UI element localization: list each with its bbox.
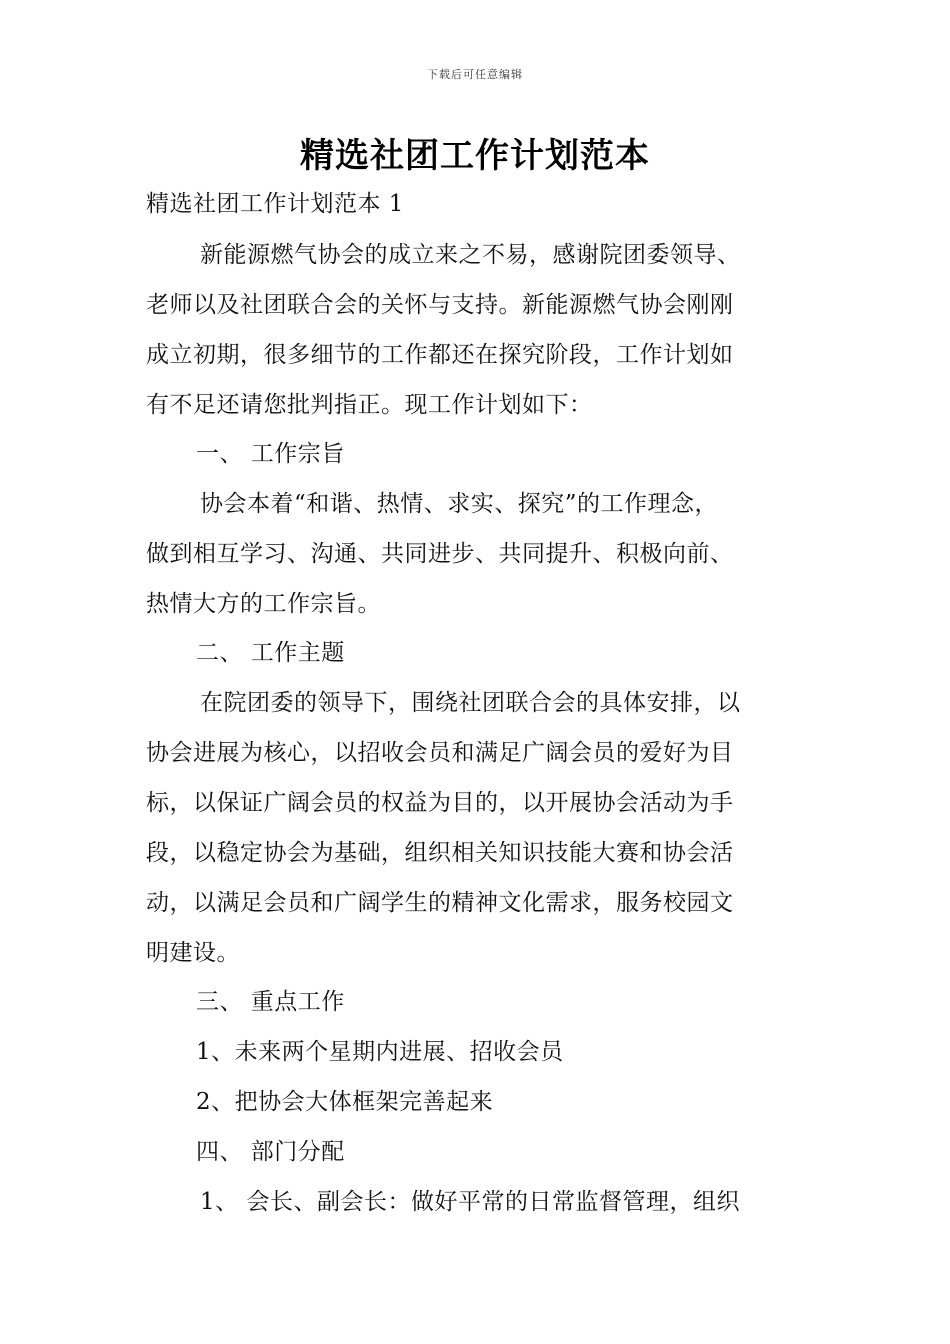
section-heading: 四、 部门分配 <box>196 1139 345 1165</box>
page-header-note: 下载后可任意编辑 <box>427 68 523 81</box>
list-item: 1、 会长、副会长：做好平常的日常监督管理，组织 <box>200 1189 740 1215</box>
subtitle-line: 精选社团工作计划范本 1 <box>146 191 404 217</box>
paragraph-line: 协会进展为核心，以招收会员和满足广阔会员的爱好为目 <box>146 740 734 766</box>
paragraph-line: 明建设。 <box>146 940 240 966</box>
section-heading: 三、 重点工作 <box>196 989 345 1015</box>
paragraph-line: 动，以满足会员和广阔学生的精神文化需求，服务校园文 <box>146 890 734 916</box>
section-heading: 一、 工作宗旨 <box>196 441 345 467</box>
list-item: 1、未来两个星期内进展、招收会员 <box>196 1039 564 1065</box>
paragraph-line: 在院团委的领导下，围绕社团联合会的具体安排，以 <box>200 690 741 716</box>
paragraph-line: 新能源燃气协会的成立来之不易，感谢院团委领导、 <box>200 242 741 268</box>
paragraph-line: 成立初期，很多细节的工作都还在探究阶段，工作计划如 <box>146 342 734 368</box>
paragraph-line: 标，以保证广阔会员的权益为目的，以开展协会活动为手 <box>146 790 734 816</box>
section-heading: 二、 工作主题 <box>196 640 345 666</box>
paragraph-line: 段，以稳定协会为基础，组织相关知识技能大赛和协会活 <box>146 840 734 866</box>
paragraph-line: 老师以及社团联合会的关怀与支持。新能源燃气协会刚刚 <box>146 292 734 318</box>
list-item: 2、把协会大体框架完善起来 <box>196 1089 494 1115</box>
document-title: 精选社团工作计划范本 <box>300 136 650 176</box>
paragraph-line: 有不足还请您批判指正。现工作计划如下： <box>146 392 593 418</box>
paragraph-line: 热情大方的工作宗旨。 <box>146 591 381 617</box>
paragraph-line: 协会本着“和谐、热情、求实、探究”的工作理念， <box>200 491 719 517</box>
paragraph-line: 做到相互学习、沟通、共同进步、共同提升、积极向前、 <box>146 541 734 567</box>
